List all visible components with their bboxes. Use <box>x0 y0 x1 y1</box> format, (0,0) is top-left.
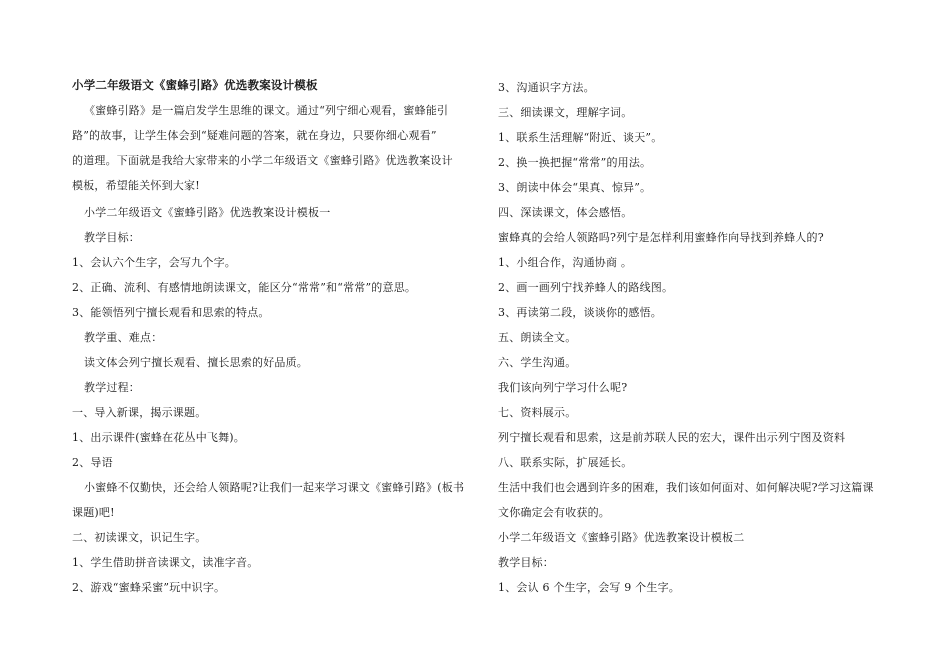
text-line: 教学目标： <box>498 556 554 569</box>
text-line: 读文体会列宁擅长观看、擅长思索的好品质。 <box>84 356 308 369</box>
list-item: 2、换一换把握“常常”的用法。 <box>498 156 652 169</box>
text-line: 小蜜蜂不仅勤快，还会给人领路呢?让我们一起来学习课文《蜜蜂引路》(板书 <box>84 481 465 494</box>
list-item: 3、能领悟列宁擅长观看和思索的特点。 <box>72 306 270 319</box>
text-line: 教学过程： <box>84 381 140 394</box>
intro-paragraph-line: 模板，希望能关怀到大家! <box>72 179 200 192</box>
list-item: 3、再读第二段，谈谈你的感悟。 <box>498 306 662 319</box>
list-item: 1、出示课件(蜜蜂在花丛中飞舞)。 <box>72 431 245 444</box>
text-line: 教学目标： <box>84 231 140 244</box>
text-line: 我们该向列宁学习什么呢? <box>498 381 628 394</box>
text-line: 生活中我们也会遇到许多的困难，我们该如何面对、如何解决呢?学习这篇课 <box>498 481 874 494</box>
text-line: 课题)吧! <box>72 506 115 519</box>
text-line: 蜜蜂真的会给人领路吗?列宁是怎样利用蜜蜂作向导找到养蜂人的? <box>498 231 824 244</box>
list-item: 2、画一画列宁找养蜂人的路线图。 <box>498 281 674 294</box>
list-item: 3、朗读中体会“果真、惊异”。 <box>498 181 652 194</box>
text-line: 七、资料展示。 <box>498 406 577 419</box>
list-item: 2、正确、流利、有感情地朗读课文，能区分“常常”和“常常”的意思。 <box>72 281 417 294</box>
list-item: 2、游戏“蜜蜂采蜜”玩中识字。 <box>72 581 226 594</box>
intro-paragraph-line: 路”的故事，让学生体会到“疑难问题的答案，就在身边，只要你细心观看” <box>72 129 437 142</box>
text-line: 列宁擅长观看和思索，这是前苏联人民的宏大，课件出示列宁图及资料 <box>498 431 846 444</box>
list-item: 1、学生借助拼音读课文，读准字音。 <box>72 556 259 569</box>
list-item: 3、沟通识字方法。 <box>498 81 595 94</box>
section-heading: 小学二年级语文《蜜蜂引路》优选教案设计模板二 <box>498 531 745 544</box>
text-line: 四、深读课文，体会感悟。 <box>498 206 633 219</box>
list-item: 2、导语 <box>72 456 113 469</box>
list-item: 1、联系生活理解“附近、谈天”。 <box>498 131 663 144</box>
list-item: 1、小组合作，沟通协商 。 <box>498 256 633 269</box>
text-line: 二、初读课文，识记生字。 <box>72 531 207 544</box>
intro-paragraph-line: 《蜜蜂引路》是一篇启发学生思维的课文。通过“列宁细心观看，蜜蜂能引 <box>84 104 449 117</box>
intro-paragraph-line: 的道理。下面就是我给大家带来的小学二年级语文《蜜蜂引路》优选教案设计 <box>72 154 453 167</box>
text-line: 教学重、难点： <box>84 331 163 344</box>
text-line: 八、联系实际，扩展延长。 <box>498 456 633 469</box>
text-line: 一、导入新课，揭示课题。 <box>72 406 207 419</box>
text-line: 文你确定会有收获的。 <box>498 506 610 519</box>
document-title: 小学二年级语文《蜜蜂引路》优选教案设计模板 <box>72 78 318 92</box>
text-line: 五、朗读全文。 <box>498 331 577 344</box>
list-item: 1、会认 6 个生字，会写 9 个生字。 <box>498 581 680 594</box>
list-item: 1、会认六个生字，会写九个字。 <box>72 256 236 269</box>
section-heading: 小学二年级语文《蜜蜂引路》优选教案设计模板一 <box>84 206 331 219</box>
text-line: 三、细读课文，理解字词。 <box>498 106 633 119</box>
text-line: 六、学生沟通。 <box>498 356 577 369</box>
